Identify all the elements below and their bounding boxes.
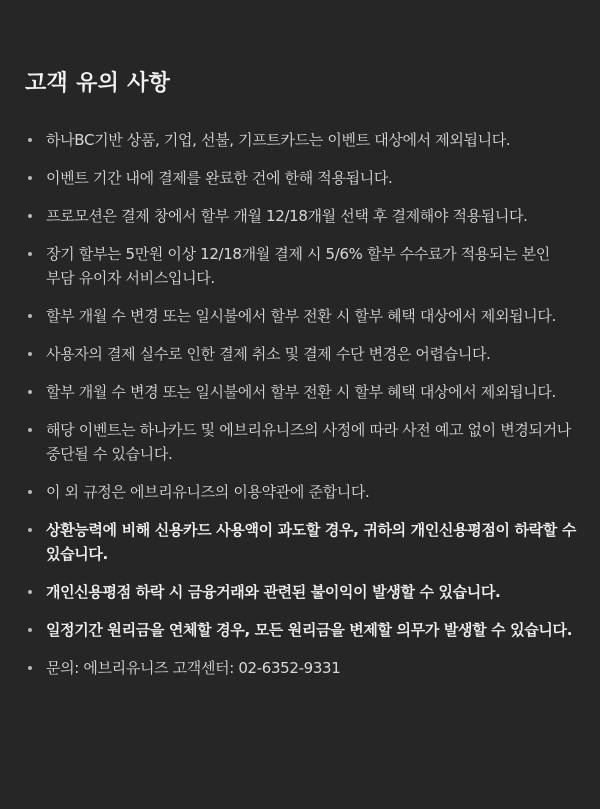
notice-item-text: 해당 이벤트는 하나카드 및 에브리유니즈의 사정에 따라 사전 예고 없이 변경되거나 중단될 수 있습니다. bbox=[46, 421, 571, 463]
notice-item bbox=[25, 242, 578, 290]
bullet-icon bbox=[28, 528, 32, 532]
notice-item bbox=[25, 656, 578, 680]
bullet-icon bbox=[28, 428, 32, 432]
bullet-icon bbox=[28, 590, 32, 594]
bullet-icon bbox=[28, 352, 32, 356]
bullet-icon bbox=[28, 252, 32, 256]
bullet-icon bbox=[28, 666, 32, 670]
notice-item-text: 장기 할부는 5만원 이상 12/18개월 결제 시 5/6% 할부 수수료가 적용되는 본인 부담 유이자 서비스입니다. bbox=[46, 245, 550, 287]
notice-item bbox=[25, 380, 578, 404]
notice-item bbox=[25, 580, 578, 604]
notice-item bbox=[25, 204, 578, 228]
notice-item-text: 할부 개월 수 변경 또는 일시불에서 할부 전환 시 할부 혜택 대상에서 제외됩니다. bbox=[46, 307, 556, 325]
notice-item bbox=[25, 618, 578, 642]
notice-item bbox=[25, 166, 578, 190]
notice-title: 고객 유의 사항 bbox=[25, 71, 171, 96]
notice-item bbox=[25, 418, 578, 466]
bullet-icon bbox=[28, 628, 32, 632]
notice-item bbox=[25, 518, 578, 566]
notice-item-text: 개인신용평점 하락 시 금융거래와 관련된 불이익이 발생할 수 있습니다. bbox=[46, 583, 501, 601]
bullet-icon bbox=[28, 138, 32, 142]
notice-item-text: 이 외 규정은 에브리유니즈의 이용약관에 준합니다. bbox=[46, 483, 370, 501]
notice-item-text: 프로모션은 결제 창에서 할부 개월 12/18개월 선택 후 결제해야 적용됩니다. bbox=[46, 207, 528, 225]
bullet-icon bbox=[28, 214, 32, 218]
notice-item bbox=[25, 128, 578, 152]
notice-item-text: 문의: 에브리유니즈 고객센터: 02-6352-9331 bbox=[46, 659, 341, 677]
notice-item bbox=[25, 304, 578, 328]
notice-item-text: 사용자의 결제 실수로 인한 결제 취소 및 결제 수단 변경은 어렵습니다. bbox=[46, 345, 491, 363]
notice-item-text: 일정기간 원리금을 연체할 경우, 모든 원리금을 변제할 의무가 발생할 수 있습니다. bbox=[46, 621, 573, 639]
notice-item-text: 상환능력에 비해 신용카드 사용액이 과도할 경우, 귀하의 개인신용평점이 하락할 수 있습니다. bbox=[46, 521, 576, 563]
bullet-icon bbox=[28, 176, 32, 180]
notice-list bbox=[25, 128, 578, 680]
bullet-icon bbox=[28, 390, 32, 394]
notice-item-text: 하나BC기반 상품, 기업, 선불, 기프트카드는 이벤트 대상에서 제외됩니다. bbox=[46, 131, 511, 149]
bullet-icon bbox=[28, 314, 32, 318]
bullet-icon bbox=[28, 490, 32, 494]
notice-item-text: 할부 개월 수 변경 또는 일시불에서 할부 전환 시 할부 혜택 대상에서 제외됩니다. bbox=[46, 383, 556, 401]
notice-item-text: 이벤트 기간 내에 결제를 완료한 건에 한해 적용됩니다. bbox=[46, 169, 393, 187]
notice-item bbox=[25, 342, 578, 366]
notice-item bbox=[25, 480, 578, 504]
